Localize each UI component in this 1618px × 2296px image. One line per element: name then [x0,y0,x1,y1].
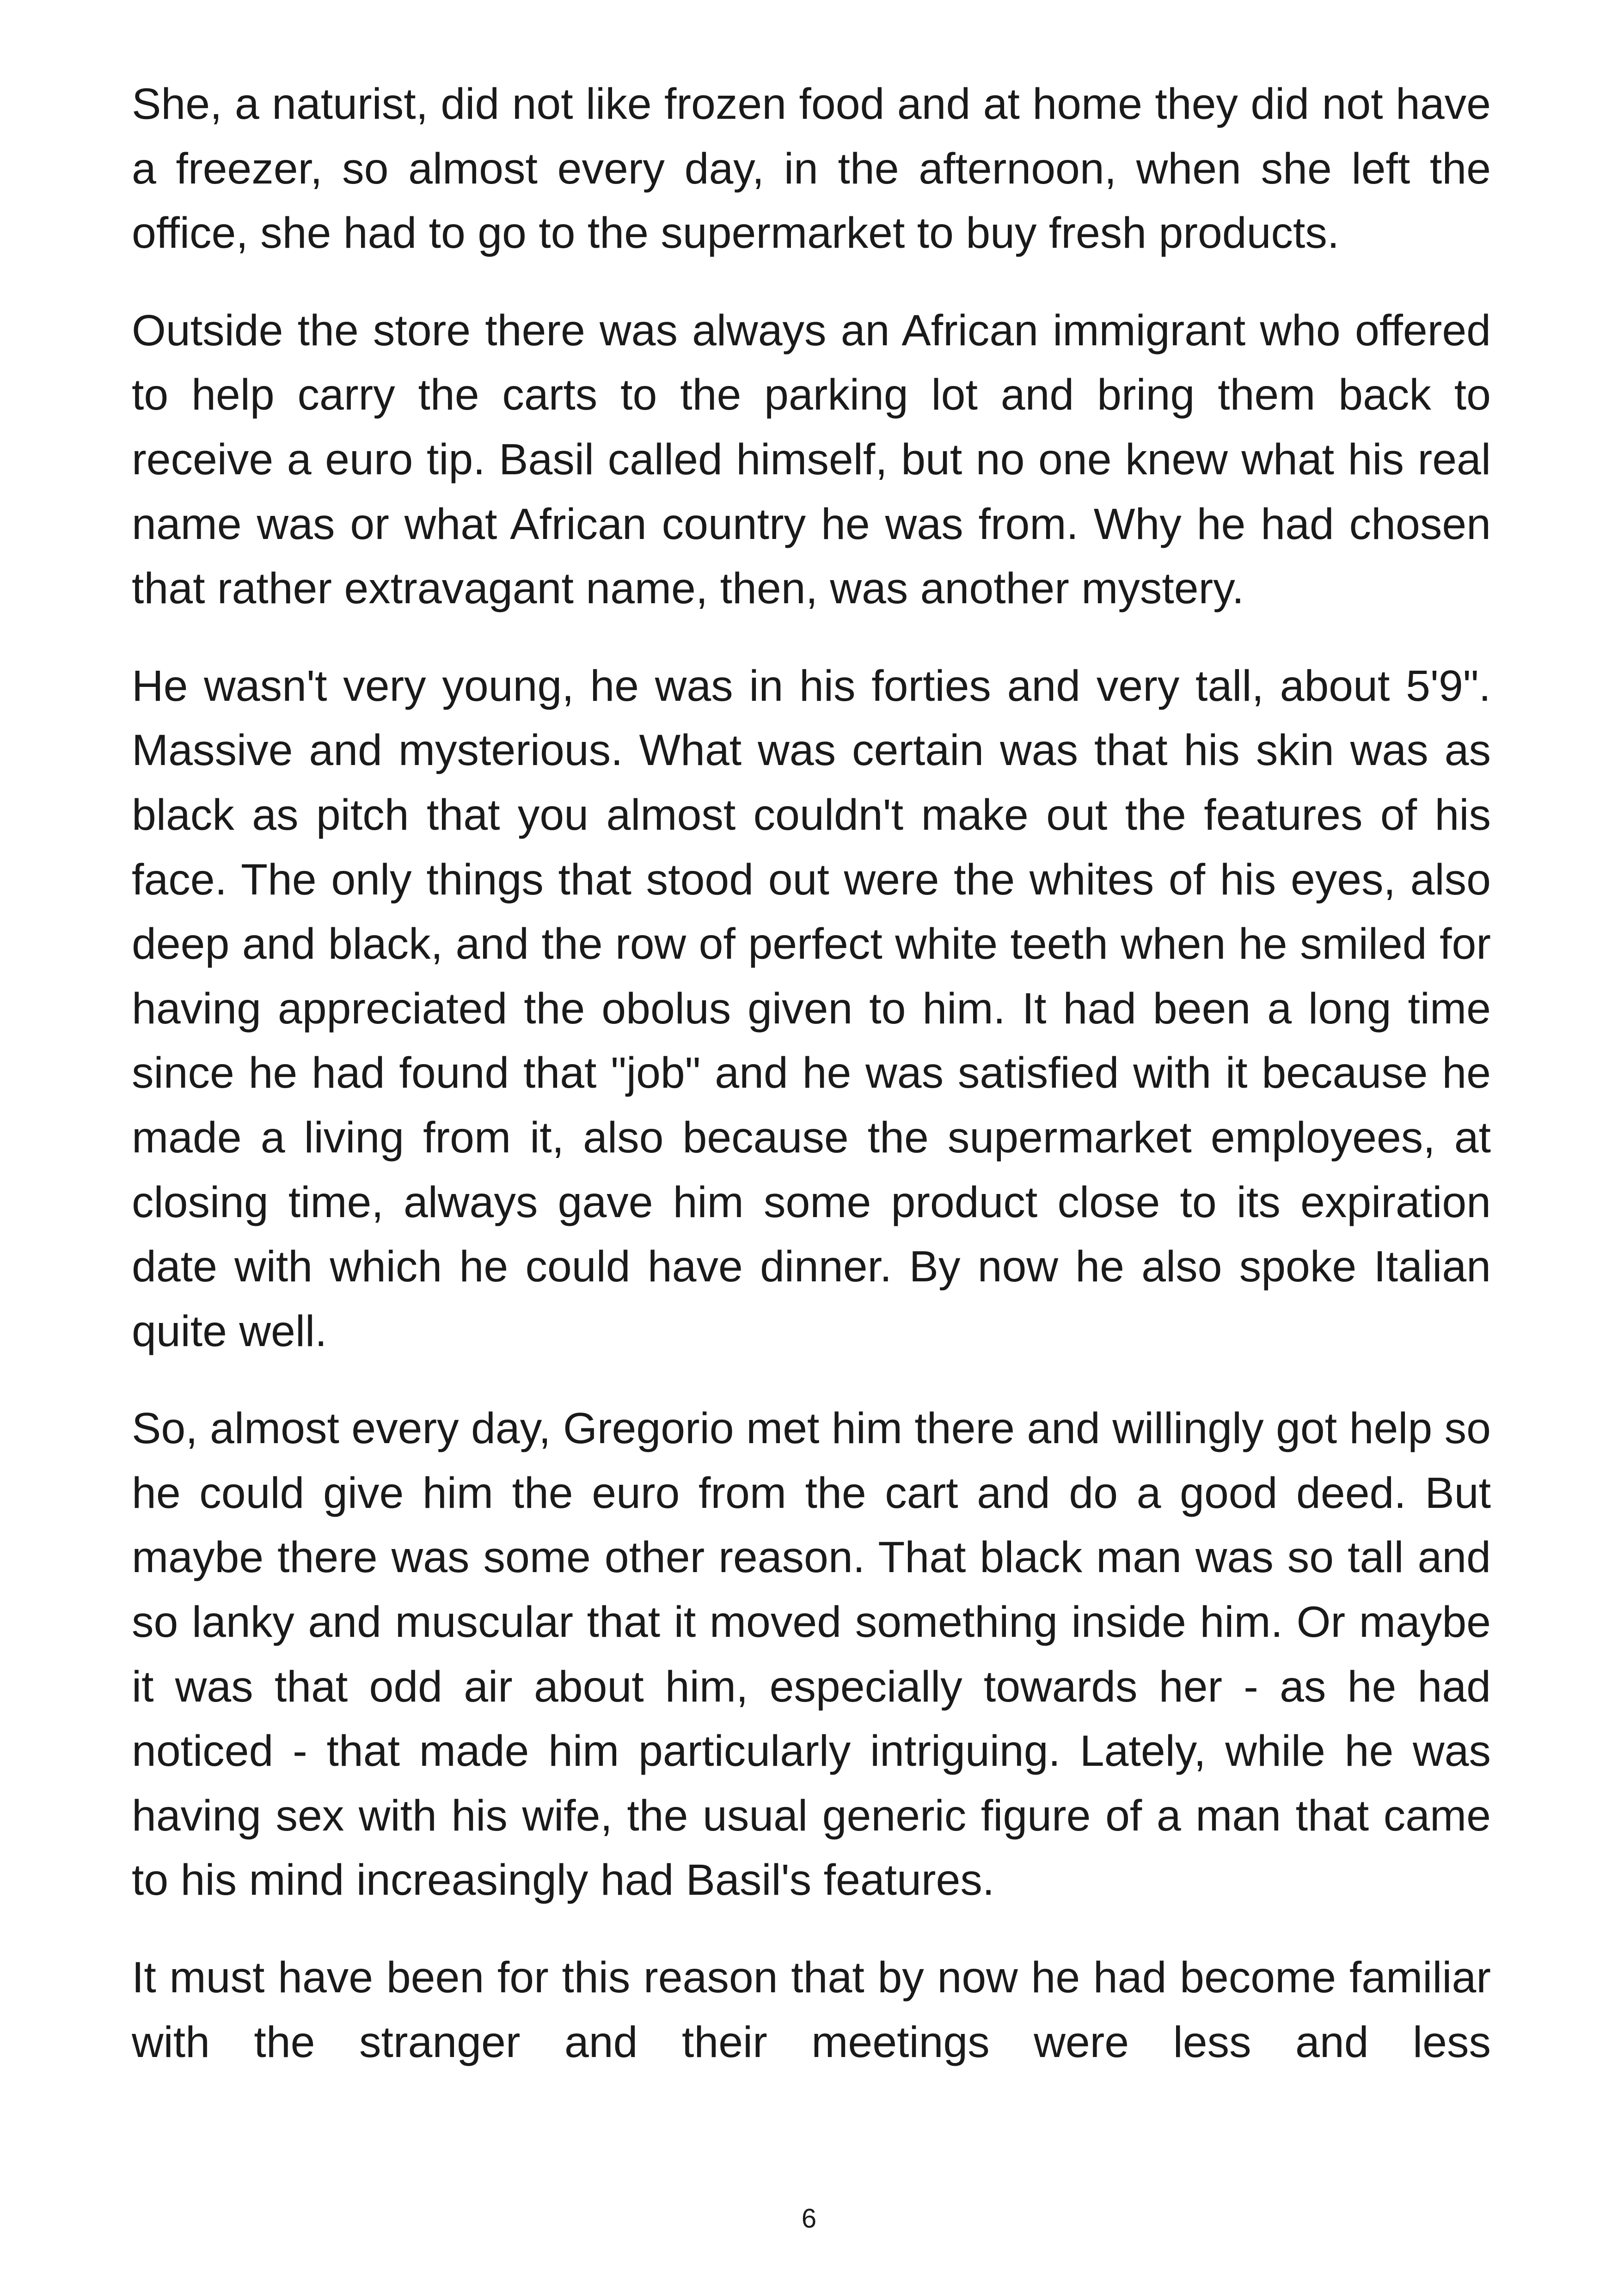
page-number: 6 [801,2204,817,2234]
paragraph-5: It must have been for this reason that by now he had become familiar with the stranger and their meetings were less and less [132,1953,1491,2067]
paragraph-2: Outside the store there was always an African immigrant who offered to help carry the carts to the parking lot and bring them back to receive a euro tip. Basil called himself, but no one knew what his real name was or what African country he was from. Why he had chosen that rather extravagant name, then, was another mystery. [132,306,1491,613]
paragraph-4: So, almost every day, Gregorio met him there and willingly got help so he could give him the euro from the cart and do a good deed. But maybe there was some other reason. That black man was so tall and so lanky and muscular that it moved something inside him. Or maybe it was that odd air about him, especially towards her - as he had noticed - that made him particularly intriguing. Lately, while he was having sex with his wife, the usual generic figure of a man that came to his mind increasingly had Basil's features. [132,1404,1491,1905]
paragraph-3: He wasn't very young, he was in his forties and very tall, about 5'9". Massive and mysterious. What was certain was that his skin was as black as pitch that you almost couldn't make out the features of his face. The only things that stood out were the whites of his eyes, also deep and black, and the row of perfect white teeth when he smiled for having appreciated the obolus given to him. It had been a long time since he had found that "job" and he was satisfied with it because he made a living from it, also because the supermarket employees, at closing time, always gave him some product close to its expiration date with which he could have dinner. By now he also spoke Italian quite well. [132,661,1491,1356]
paragraph-1: She, a naturist, did not like frozen food and at home they did not have a freezer, so almost every day, in the afternoon, when she left the office, she had to go to the supermarket to buy fresh products. [132,80,1491,258]
body-text [132,72,1491,2107]
